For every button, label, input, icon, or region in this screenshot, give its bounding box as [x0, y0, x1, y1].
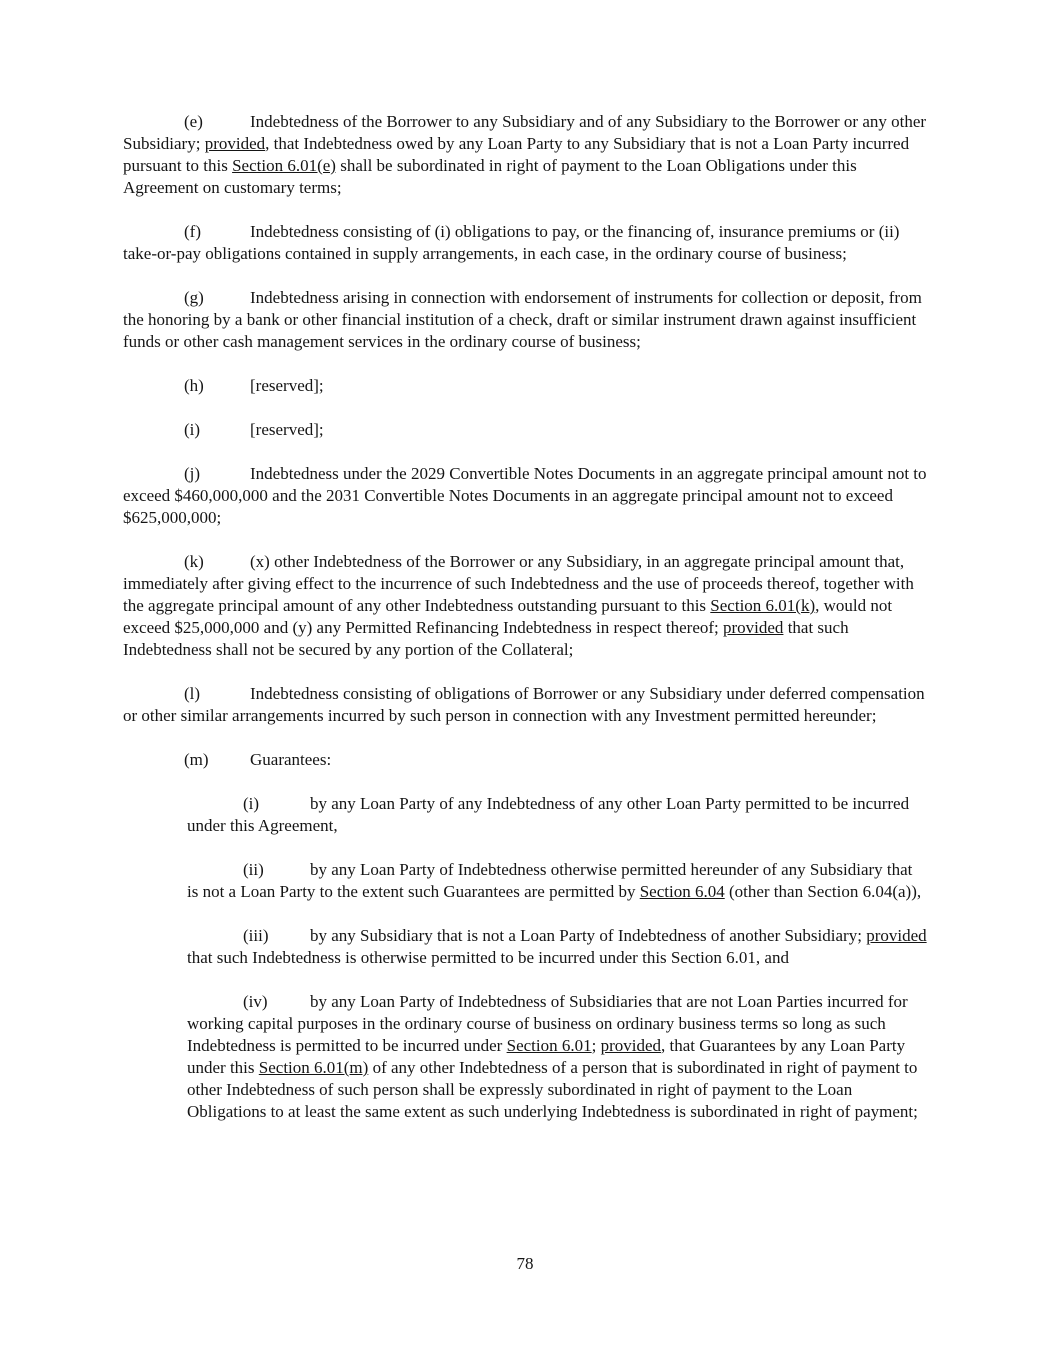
- paragraph-label: (i): [184, 420, 201, 439]
- text-segment: that such Indebtedness shall not be secured by any portion of the Collateral;: [123, 618, 849, 659]
- paragraph-g: [123, 287, 927, 353]
- paragraph-m-iii: [187, 925, 927, 969]
- paragraph-label: (iii): [243, 926, 269, 945]
- paragraph-l: [123, 683, 927, 727]
- paragraph-label: (ii): [243, 860, 264, 879]
- paragraph-m-ii: [187, 859, 927, 903]
- text-segment: Indebtedness under the 2029 Convertible Notes Documents in an aggregate principal amount not to exceed $460,000,000 and the 2031 Convertible Notes Documents in an aggregate principal amount not to exceed $625,000,000;: [123, 464, 927, 527]
- text-segment: , would not exceed $25,000,000 and (y) any Permitted Refinancing Indebtedness in respect thereof;: [123, 596, 893, 637]
- paragraph-label: (iv): [243, 992, 268, 1011]
- document-body: [123, 111, 927, 1123]
- paragraph-e: [123, 111, 927, 199]
- text-segment: Indebtedness arising in connection with endorsement of instruments for collection or deposit, from the honoring by a bank or other financial institution of a check, draft or similar instrument drawn against insufficient funds or other cash management services in the ordinary course of business;: [123, 288, 922, 351]
- text-segment: that such Indebtedness is otherwise permitted to be incurred under this Section 6.01, and: [187, 948, 789, 967]
- text-segment: by any Loan Party of Indebtedness of Subsidiaries that are not Loan Parties incurred for working capital purposes in the ordinary course of business on ordinary business terms so long as such Indebtedness is permitted to be incurred under: [187, 992, 908, 1055]
- page-number: 78: [516, 1254, 534, 1273]
- text-segment: of any other Indebtedness of a person that is subordinated in right of payment to other Indebtedness of such person shall be expressly subordinated in right of payment to the Loan Obligations to at least the same extent as such underlying Indebtedness is subordinated in right of payment;: [187, 1058, 918, 1121]
- paragraph-m-iv: [187, 991, 927, 1123]
- underlined-text-segment: provided: [866, 926, 927, 945]
- paragraph-label: (f): [184, 222, 201, 241]
- text-segment: , that Indebtedness owed by any Loan Party to any Subsidiary that is not a Loan Party incurred pursuant to this: [123, 134, 910, 175]
- paragraph-k: [123, 551, 927, 661]
- text-segment: Guarantees:: [250, 750, 332, 769]
- paragraph-label: (j): [184, 464, 201, 483]
- paragraph-f: [123, 221, 927, 265]
- text-segment: by any Loan Party of any Indebtedness of any other Loan Party permitted to be incurred under this Agreement,: [187, 794, 910, 835]
- paragraph-label: (i): [243, 794, 260, 813]
- text-segment: ;: [591, 1036, 601, 1055]
- text-segment: , that Guarantees by any Loan Party under this: [187, 1036, 906, 1077]
- underlined-text-segment: provided: [723, 618, 784, 637]
- paragraph-m-i: [187, 793, 927, 837]
- underlined-text-segment: Section 6.01(k): [710, 596, 816, 615]
- paragraph-m: [123, 749, 927, 771]
- text-segment: (other than Section 6.04(a)),: [724, 882, 922, 901]
- text-segment: by any Subsidiary that is not a Loan Party of Indebtedness of another Subsidiary;: [310, 926, 867, 945]
- text-segment: (x) other Indebtedness of the Borrower or any Subsidiary, in an aggregate principal amount that, immediately after giving effect to the incurrence of such Indebtedness and the use of proceeds thereof, together with the aggregate principal amount of any other Indebtedness outstanding pursuant to this: [123, 552, 914, 615]
- text-segment: [reserved];: [250, 376, 324, 395]
- paragraph-label: (e): [184, 112, 203, 131]
- paragraph-label: (k): [184, 552, 204, 571]
- underlined-text-segment: provided: [204, 134, 266, 153]
- paragraph-i: [123, 419, 927, 441]
- paragraph-label: (h): [184, 376, 204, 395]
- text-segment: Indebtedness consisting of obligations of Borrower or any Subsidiary under deferred compensation or other similar arrangements incurred by such person in connection with any Investment permitted hereunder;: [123, 684, 925, 725]
- underlined-text-segment: Section 6.01(m): [258, 1058, 369, 1077]
- paragraph-j: [123, 463, 927, 529]
- paragraph-label: (m): [184, 750, 209, 769]
- text-segment: by any Loan Party of Indebtedness otherwise permitted hereunder of any Subsidiary that is not a Loan Party to the extent such Guarantees are permitted by: [187, 860, 913, 901]
- paragraph-label: (g): [184, 288, 204, 307]
- text-segment: Indebtedness of the Borrower to any Subsidiary and of any Subsidiary to the Borrower or any other Subsidiary;: [123, 112, 927, 153]
- paragraph-h: [123, 375, 927, 397]
- text-segment: shall be subordinated in right of payment to the Loan Obligations under this Agreement on customary terms;: [123, 156, 857, 197]
- text-segment: [reserved];: [250, 420, 324, 439]
- underlined-text-segment: Section 6.01: [506, 1036, 592, 1055]
- underlined-text-segment: Section 6.01(e): [232, 156, 336, 175]
- underlined-text-segment: Section 6.04: [639, 882, 725, 901]
- text-segment: Indebtedness consisting of (i) obligations to pay, or the financing of, insurance premiums or (ii) take-or-pay obligations contained in supply arrangements, in each case, in the ordinary course of business;: [123, 222, 900, 263]
- paragraph-label: (l): [184, 684, 201, 703]
- underlined-text-segment: provided: [600, 1036, 662, 1055]
